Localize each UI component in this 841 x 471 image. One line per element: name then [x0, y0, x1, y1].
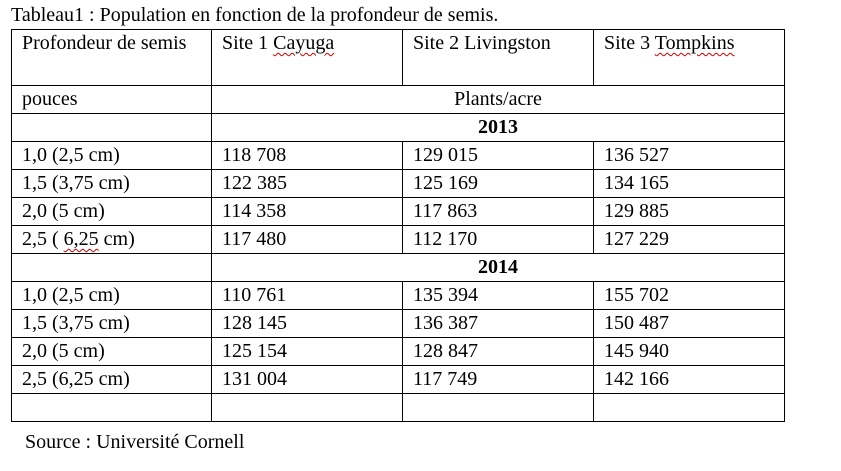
site-3-cell: 145 940: [594, 338, 785, 366]
site-3-cell: 134 165: [594, 170, 785, 198]
depth-cell: 1,5 (3,75 cm): [12, 310, 212, 338]
site-1-cell: 110 761: [212, 282, 403, 310]
depth-cell: [12, 226, 212, 254]
table-row: [12, 282, 785, 310]
empty-cell: [403, 394, 594, 422]
table-row: [12, 338, 785, 366]
site-3-cell: 129 885: [594, 198, 785, 226]
header-site-1-name: Cayuga: [273, 32, 335, 54]
empty-cell: [594, 394, 785, 422]
site-1-cell: 118 708: [212, 142, 403, 170]
empty-cell: [212, 394, 403, 422]
table-row: [12, 142, 785, 170]
site-1-cell: 122 385: [212, 170, 403, 198]
table-row: [12, 170, 785, 198]
site-3-cell: 150 487: [594, 310, 785, 338]
site-2-cell: 128 847: [403, 338, 594, 366]
header-site-3: [594, 30, 785, 86]
source-note: Source : Université Cornell: [25, 431, 245, 453]
table-row: [12, 310, 785, 338]
population-table: [11, 29, 785, 422]
table-row: [12, 226, 785, 254]
site-1-cell: 114 358: [212, 198, 403, 226]
site-1-cell: 125 154: [212, 338, 403, 366]
site-3-cell: 136 527: [594, 142, 785, 170]
header-site-3-name: Tompkins: [654, 32, 735, 54]
units-plants: Plants/acre: [212, 86, 785, 114]
site-2-cell: 135 394: [403, 282, 594, 310]
year-empty-cell: [12, 114, 212, 142]
site-3-cell: 155 702: [594, 282, 785, 310]
site-1-cell: 128 145: [212, 310, 403, 338]
year-empty-cell: [12, 254, 212, 282]
site-2-cell: 117 863: [403, 198, 594, 226]
header-depth: Profondeur de semis: [12, 30, 212, 86]
site-2-cell: 136 387: [403, 310, 594, 338]
site-2-cell: 112 170: [403, 226, 594, 254]
depth-cell: 1,0 (2,5 cm): [12, 142, 212, 170]
depth-cell: 2,0 (5 cm): [12, 338, 212, 366]
depth-cell: 1,0 (2,5 cm): [12, 282, 212, 310]
year-row: [12, 254, 785, 282]
table-caption: Tableau1 : Population en fonction de la profondeur de semis.: [11, 4, 499, 26]
site-3-cell: 142 166: [594, 366, 785, 394]
header-site-2: Site 2 Livingston: [403, 30, 594, 86]
header-site-3-prefix: Site 3: [604, 32, 655, 54]
site-1-cell: 117 480: [212, 226, 403, 254]
units-row: [12, 86, 785, 114]
depth-cell: 1,5 (3,75 cm): [12, 170, 212, 198]
empty-cell: [12, 394, 212, 422]
year-label: 2014: [212, 254, 785, 282]
depth-flagged: 6,25: [63, 228, 99, 250]
table-row: [12, 366, 785, 394]
site-2-cell: 129 015: [403, 142, 594, 170]
header-site-1: [212, 30, 403, 86]
site-3-cell: 127 229: [594, 226, 785, 254]
depth-prefix: 2,5 (: [22, 228, 64, 250]
depth-cell: 2,5 (6,25 cm): [12, 366, 212, 394]
header-site-1-prefix: Site 1: [222, 32, 274, 54]
depth-suffix: cm): [98, 228, 135, 250]
site-2-cell: 125 169: [403, 170, 594, 198]
site-1-cell: 131 004: [212, 366, 403, 394]
year-row: [12, 114, 785, 142]
depth-cell: 2,0 (5 cm): [12, 198, 212, 226]
site-2-cell: 117 749: [403, 366, 594, 394]
header-row: [12, 30, 785, 86]
table-row: [12, 198, 785, 226]
year-label: 2013: [212, 114, 785, 142]
units-depth: pouces: [12, 86, 212, 114]
empty-row: [12, 394, 785, 422]
